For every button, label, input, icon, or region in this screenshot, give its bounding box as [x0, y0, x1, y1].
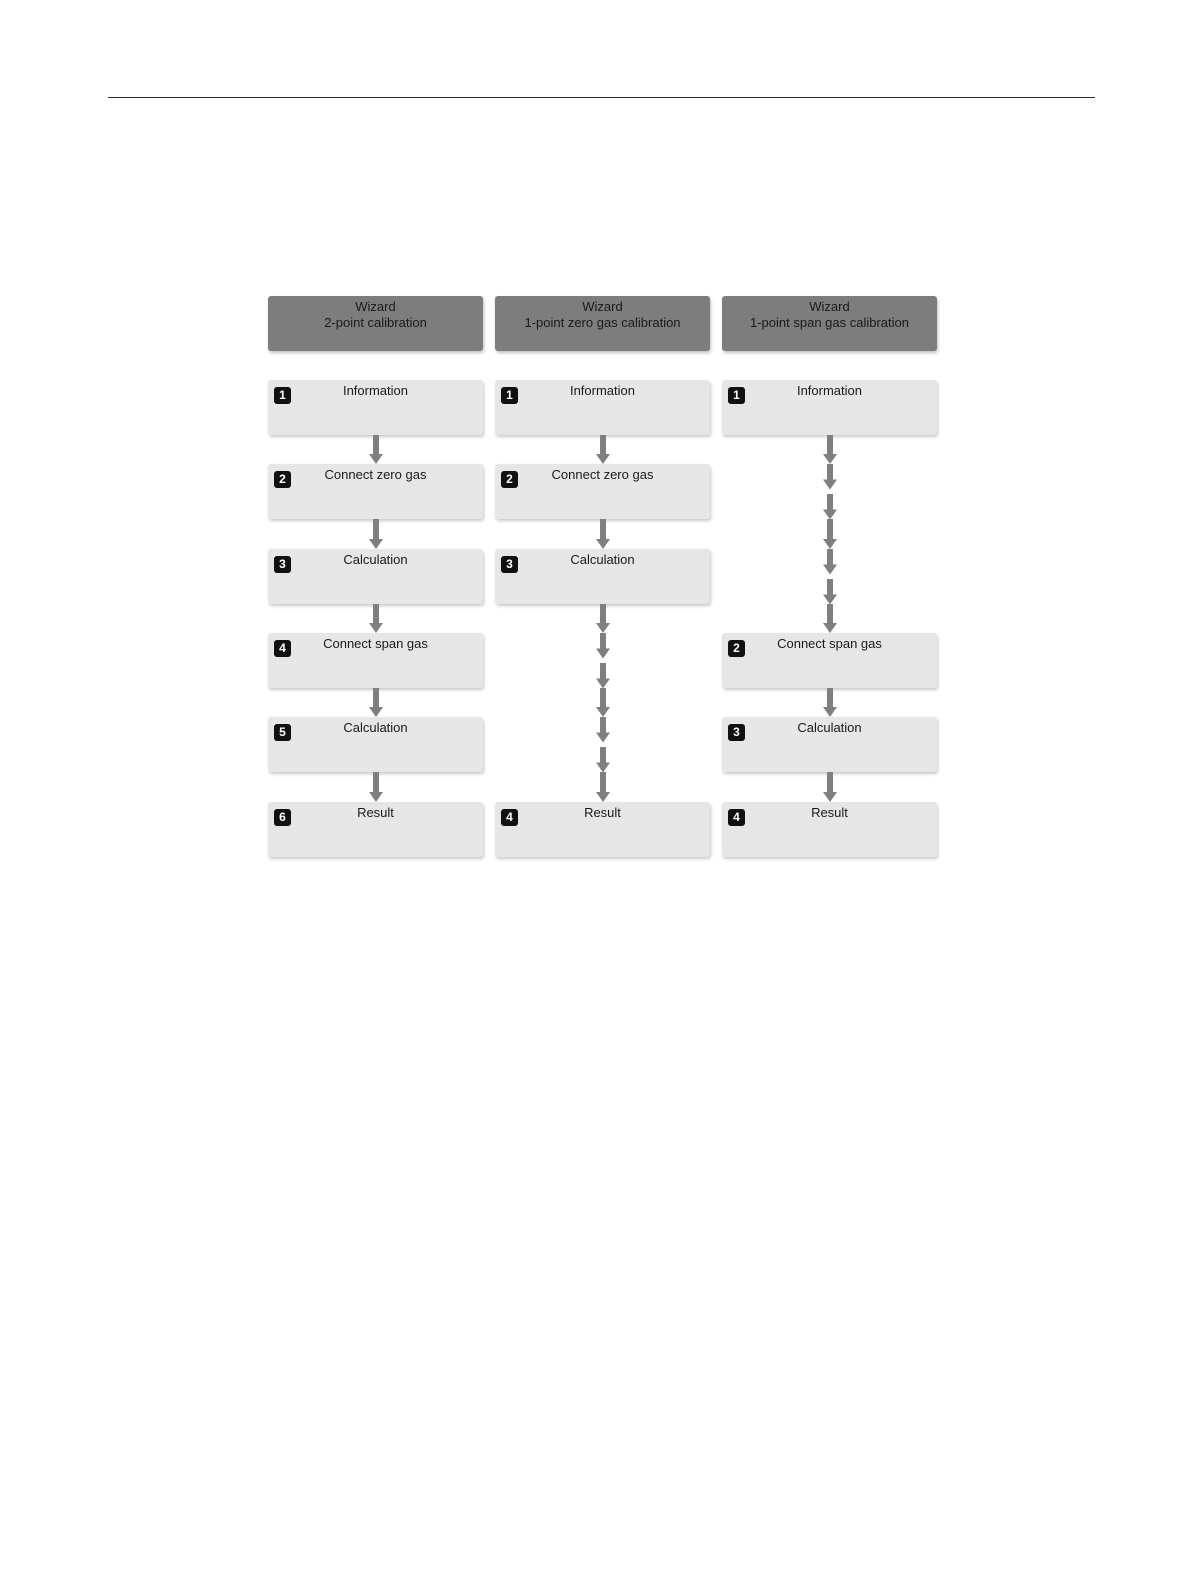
- step-number-badge: 3: [728, 724, 745, 741]
- step-number-badge: 1: [501, 387, 518, 404]
- arrow-down-shape: [823, 579, 837, 605]
- step-number-badge: 4: [274, 640, 291, 657]
- step-box: [268, 633, 483, 688]
- step-label: Result: [357, 805, 394, 820]
- flow-arrow-down: [595, 435, 611, 464]
- step-label: Connect span gas: [323, 636, 428, 651]
- arrow-down-shape: [369, 519, 383, 549]
- flow-arrow-down: [595, 688, 611, 717]
- arrow-down-shape: [369, 604, 383, 633]
- flow-arrow-down: [822, 604, 838, 633]
- wizard-header-title: Wizard: [809, 299, 850, 314]
- flow-arrow-down: [595, 663, 611, 689]
- step-label: Information: [796, 383, 863, 398]
- step-label: Connect span gas: [777, 636, 882, 651]
- arrow-down-shape: [369, 688, 383, 717]
- flow-arrow-down: [595, 604, 611, 633]
- step-box: [495, 549, 710, 604]
- flow-arrow-down: [822, 549, 838, 575]
- step-box: [268, 549, 483, 604]
- flow-arrow-down: [595, 519, 611, 549]
- step-label: Result: [811, 805, 848, 820]
- arrow-down-shape: [596, 663, 610, 689]
- step-label: Connect zero gas: [324, 467, 427, 482]
- arrow-down-shape: [823, 464, 837, 490]
- step-box: [495, 802, 710, 857]
- step-box: [722, 717, 937, 772]
- step-number-badge: 1: [728, 387, 745, 404]
- step-label: Calculation: [797, 720, 862, 735]
- arrow-down-shape: [596, 747, 610, 773]
- wizard-header-subtitle: 2-point calibration: [324, 315, 427, 330]
- step-label: Information: [342, 383, 409, 398]
- arrow-down-shape: [596, 688, 610, 717]
- arrow-down-shape: [823, 519, 837, 549]
- flow-arrow-down: [822, 494, 838, 520]
- flow-arrow-down: [822, 772, 838, 802]
- wizard-header-subtitle: 1-point span gas calibration: [750, 315, 909, 330]
- arrow-down-shape: [596, 717, 610, 743]
- wizard-header-title: Wizard: [582, 299, 623, 314]
- wizard-header-1: [268, 296, 483, 351]
- flow-arrow-down: [595, 747, 611, 773]
- arrow-down-shape: [823, 604, 837, 633]
- arrow-down-shape: [823, 435, 837, 464]
- step-box: [722, 633, 937, 688]
- flow-arrow-down: [595, 717, 611, 743]
- step-number-badge: 3: [501, 556, 518, 573]
- flow-arrow-down: [368, 688, 384, 717]
- wizard-header-title: Wizard: [355, 299, 396, 314]
- step-label: Calculation: [570, 552, 635, 567]
- step-number-badge: 3: [274, 556, 291, 573]
- wizard-header-3: [722, 296, 937, 351]
- step-number-badge: 4: [501, 809, 518, 826]
- step-label: Result: [584, 805, 621, 820]
- step-number-badge: 2: [501, 471, 518, 488]
- step-box: [495, 464, 710, 519]
- arrow-down-shape: [596, 519, 610, 549]
- step-number-badge: 2: [274, 471, 291, 488]
- arrow-down-shape: [823, 772, 837, 802]
- flow-arrow-down: [822, 579, 838, 605]
- wizard-header-2: [495, 296, 710, 351]
- step-box: [268, 464, 483, 519]
- step-number-badge: 1: [274, 387, 291, 404]
- flow-arrow-down: [368, 772, 384, 802]
- flow-arrow-down: [822, 519, 838, 549]
- flow-arrow-down: [822, 688, 838, 717]
- flow-arrow-down: [368, 435, 384, 464]
- step-number-badge: 4: [728, 809, 745, 826]
- step-box: [268, 380, 483, 435]
- step-box: [722, 380, 937, 435]
- step-box: [495, 380, 710, 435]
- flow-arrow-down: [368, 519, 384, 549]
- flow-arrow-down: [822, 435, 838, 464]
- step-label: Calculation: [343, 552, 408, 567]
- arrow-down-shape: [823, 549, 837, 575]
- step-box: [268, 717, 483, 772]
- arrow-down-shape: [369, 435, 383, 464]
- arrow-down-shape: [596, 772, 610, 802]
- wizard-header-subtitle: 1-point zero gas calibration: [524, 315, 681, 330]
- arrow-down-shape: [596, 604, 610, 633]
- step-number-badge: 5: [274, 724, 291, 741]
- arrow-down-shape: [823, 688, 837, 717]
- flow-arrow-down: [595, 772, 611, 802]
- step-label: Connect zero gas: [551, 467, 654, 482]
- arrow-down-shape: [369, 772, 383, 802]
- arrow-down-shape: [596, 435, 610, 464]
- step-number-badge: 6: [274, 809, 291, 826]
- step-label: Calculation: [343, 720, 408, 735]
- flow-arrow-down: [368, 604, 384, 633]
- flow-arrow-down: [595, 633, 611, 659]
- arrow-down-shape: [823, 494, 837, 520]
- step-box: [268, 802, 483, 857]
- step-number-badge: 2: [728, 640, 745, 657]
- flow-arrow-down: [822, 464, 838, 490]
- arrow-down-shape: [596, 633, 610, 659]
- step-box: [722, 802, 937, 857]
- step-label: Information: [569, 383, 636, 398]
